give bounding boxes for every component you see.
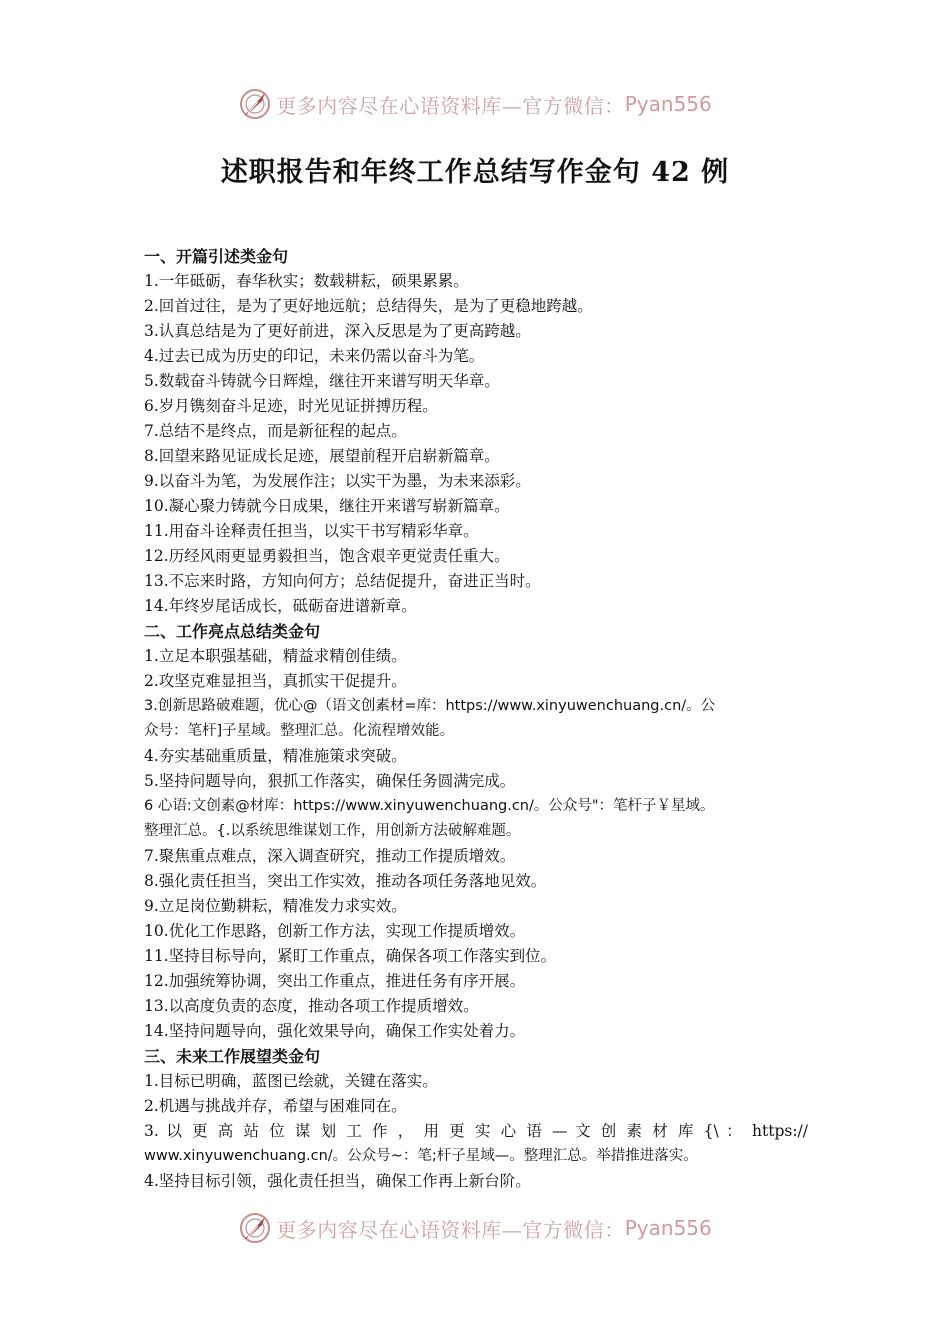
list-item: 7.聚焦重点难点，深入调查研究，推动工作提质增效。 xyxy=(144,847,516,865)
list-item: 4.过去已成为历史的印记，未来仍需以奋斗为笔。 xyxy=(144,347,485,365)
watermark-text: 更多内容尽在心语资料库—官方微信： xyxy=(276,93,625,118)
list-item: 4.夯实基础重质量，精准施策求突破。 xyxy=(144,747,407,765)
list-item: 5.坚持问题导向，狠抓工作落实，确保任务圆满完成。 xyxy=(144,772,516,790)
list-item: 1.目标已明确，蓝图已绘就，关键在落实。 xyxy=(144,1072,438,1090)
list-item: 13.以高度负责的态度，推动各项工作提质增效。 xyxy=(144,997,479,1015)
list-item: 2.攻坚克难显担当，真抓实干促提升。 xyxy=(144,672,407,690)
section-heading: 一、开篇引述类金句 xyxy=(144,247,289,266)
list-item: 3. 以 更 高 站 位 谋 划 工 作 ， 用 更 实 心 语 — 文 创 素 材 库 {\ ： https:// xyxy=(144,1122,808,1140)
list-item: 7.总结不是终点，而是新征程的起点。 xyxy=(144,422,407,440)
section-heading: 二、工作亮点总结类金句 xyxy=(144,622,321,641)
list-item: 13.不忘来时路，方知向何方；总结促提升，奋进正当时。 xyxy=(144,572,541,590)
header-watermark xyxy=(0,82,950,126)
list-item: 3.认真总结是为了更好前进，深入反思是为了更高跨越。 xyxy=(144,322,531,340)
list-item: 14.年终岁尾话成长，砥砺奋进谱新章。 xyxy=(144,597,417,615)
list-item: 2.机遇与挑战并存，希望与困难同在。 xyxy=(144,1097,407,1115)
document-body xyxy=(144,244,808,1194)
list-item: www.xinyuwenchuang.cn/。公众号~：笔;杆子星域—。整理汇总。举措推进落实。 xyxy=(144,1148,698,1164)
list-item: 6.岁月镌刻奋斗足迹，时光见证拼搏历程。 xyxy=(144,397,438,415)
list-item: 11.坚持目标导向，紧盯工作重点，确保各项工作落实到位。 xyxy=(144,947,557,965)
list-item: 众号：笔杆]子星域。整理汇总。化流程增效能。 xyxy=(144,723,455,739)
list-item: 14.坚持问题导向，强化效果导向，确保工作实处着力。 xyxy=(144,1022,526,1040)
list-item: 10.优化工作思路，创新工作方法，实现工作提质增效。 xyxy=(144,922,526,940)
quill-logo-icon xyxy=(238,1211,272,1245)
watermark-text: 更多内容尽在心语资料库—官方微信： xyxy=(276,1217,625,1242)
list-item: 8.强化责任担当，突出工作实效，推动各项任务落地见效。 xyxy=(144,872,547,890)
list-item: 1.立足本职强基础，精益求精创佳绩。 xyxy=(144,647,407,665)
list-item: 8.回望来路见证成长足迹，展望前程开启崭新篇章。 xyxy=(144,447,500,465)
list-item: 2.回首过往，是为了更好地远航；总结得失，是为了更稳地跨越。 xyxy=(144,297,593,315)
footer-watermark xyxy=(0,1206,950,1250)
document-title: 述职报告和年终工作总结写作金句 42 例 xyxy=(220,157,730,188)
list-item: 1.一年砥砺，春华秋实；数载耕耘，硕果累累。 xyxy=(144,272,469,290)
list-item: 11.用奋斗诠释责任担当，以实干书写精彩华章。 xyxy=(144,522,479,540)
list-item: 12.加强统筹协调，突出工作重点，推进任务有序开展。 xyxy=(144,972,526,990)
quill-logo-icon xyxy=(238,87,272,121)
list-item: 9.以奋斗为笔，为发展作注；以实干为墨，为未来添彩。 xyxy=(144,472,531,490)
list-item: 9.立足岗位勤耕耘，精准发力求实效。 xyxy=(144,897,407,915)
list-item: 4.坚持目标引领，强化责任担当，确保工作再上新台阶。 xyxy=(144,1172,531,1190)
section-heading: 三、未来工作展望类金句 xyxy=(144,1047,321,1066)
list-item: 12.历经风雨更显勇毅担当，饱含艰辛更觉责任重大。 xyxy=(144,547,510,565)
watermark-handle: Pyan556 xyxy=(624,92,712,116)
list-item: 5.数载奋斗铸就今日辉煌，继往开来谱写明天华章。 xyxy=(144,372,500,390)
list-item: 3.创新思路破难题，优心@（语文创素材=库：https://www.xinyuwenchuang.cn/。公 xyxy=(144,698,716,714)
list-item: 整理汇总。{.以系统思维谋划工作，用创新方法破解难题。 xyxy=(144,823,521,839)
list-item: 6 心语:文创素@材库：https://www.xinyuwenchuang.cn/。公众号"：笔杆子￥星域。 xyxy=(144,798,715,814)
list-item: 10.凝心聚力铸就今日成果，继往开来谱写崭新篇章。 xyxy=(144,497,510,515)
watermark-handle: Pyan556 xyxy=(624,1216,712,1240)
